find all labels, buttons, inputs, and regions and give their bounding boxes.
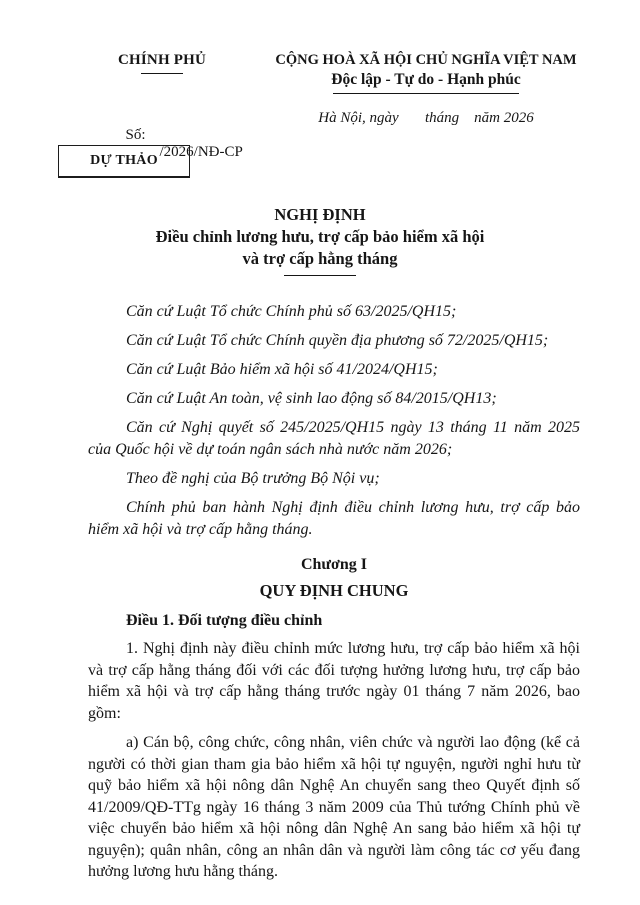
article-paragraph: a) Cán bộ, công chức, công nhân, viên chức và người lao động (kể cả người có thời gian tham gia bảo hiểm xã hội tự nguyện, người nghỉ hưu từ quỹ bảo hiểm xã hội nông dân Nghệ An chuyển sang theo Quyết định số 41/2009/QĐ-TTg ngày 16 tháng 3 năm 2009 của Thủ tướng Chính phủ về việc chuyển bảo hiểm xã hội nông dân Nghệ An sang bảo hiểm xã hội tự nguyện); quân nhân, công an nhân dân và người làm công tác cơ yếu đang hưởng lương hưu hằng tháng. xyxy=(88,734,580,880)
doc-subtitle-line1: Điều chỉnh lương hưu, trợ cấp bảo hiểm xã hội xyxy=(155,227,485,246)
preamble-paragraph: Căn cứ Luật Bảo hiểm xã hội số 41/2024/QH15; xyxy=(126,361,438,378)
republic-title: CỘNG HOÀ XÃ HỘI CHỦ NGHĨA VIỆT NAM xyxy=(275,52,577,68)
preamble-paragraph: Chính phủ ban hành Nghị định điều chỉnh lương hưu, trợ cấp bảo hiểm xã hội và trợ cấp hằng tháng. xyxy=(88,499,580,538)
document-body xyxy=(88,301,580,883)
draft-stamp-box xyxy=(58,145,190,178)
doc-subtitle-line2: và trợ cấp hằng tháng xyxy=(242,249,398,268)
title-block xyxy=(0,205,640,276)
org-underline xyxy=(141,73,183,74)
article-paragraph: 1. Nghị định này điều chỉnh mức lương hưu, trợ cấp bảo hiểm xã hội và trợ cấp hằng tháng đối với các đối tượng hưởng lương hưu, trợ cấp bảo hiểm xã hội và trợ cấp hằng tháng trước ngày 01 tháng 7 năm 2026, bao gồm: xyxy=(88,640,580,722)
issuing-org: CHÍNH PHỦ xyxy=(117,52,207,68)
preamble-paragraph: Căn cứ Luật An toàn, vệ sinh lao động số 84/2015/QH13; xyxy=(126,390,497,407)
document-header xyxy=(0,0,640,94)
motto-underline xyxy=(333,93,519,94)
issuing-org-block xyxy=(58,52,266,74)
preamble-paragraph: Căn cứ Luật Tổ chức Chính quyền địa phương số 72/2025/QH15; xyxy=(126,332,549,349)
doc-number-label: Số: xyxy=(125,127,146,143)
national-header-block xyxy=(266,52,586,94)
chapter-number: Chương I xyxy=(300,556,368,573)
article-body xyxy=(88,638,580,883)
preamble-paragraph: Căn cứ Nghị quyết số 245/2025/QH15 ngày 13 tháng 11 năm 2025 của Quốc hội về dự toán ngân sách nhà nước năm 2026; xyxy=(88,419,580,458)
doc-type-title: NGHỊ ĐỊNH xyxy=(274,205,366,224)
preamble-paragraph: Theo đề nghị của Bộ trưởng Bộ Nội vụ; xyxy=(126,470,380,487)
article-heading: Điều 1. Đối tượng điều chỉnh xyxy=(126,612,323,629)
place-date: Hà Nội, ngày tháng năm 2026 xyxy=(318,110,534,126)
doc-number-value: /2026/NĐ-CP xyxy=(159,144,243,160)
national-motto: Độc lập - Tự do - Hạnh phúc xyxy=(331,71,521,88)
preamble xyxy=(88,301,580,541)
draft-stamp-label: DỰ THẢO xyxy=(90,153,158,168)
title-rule xyxy=(284,275,356,276)
chapter-title: QUY ĐỊNH CHUNG xyxy=(259,581,409,600)
chapter-heading xyxy=(88,556,580,601)
preamble-paragraph: Căn cứ Luật Tổ chức Chính phủ số 63/2025/QH15; xyxy=(126,303,457,320)
